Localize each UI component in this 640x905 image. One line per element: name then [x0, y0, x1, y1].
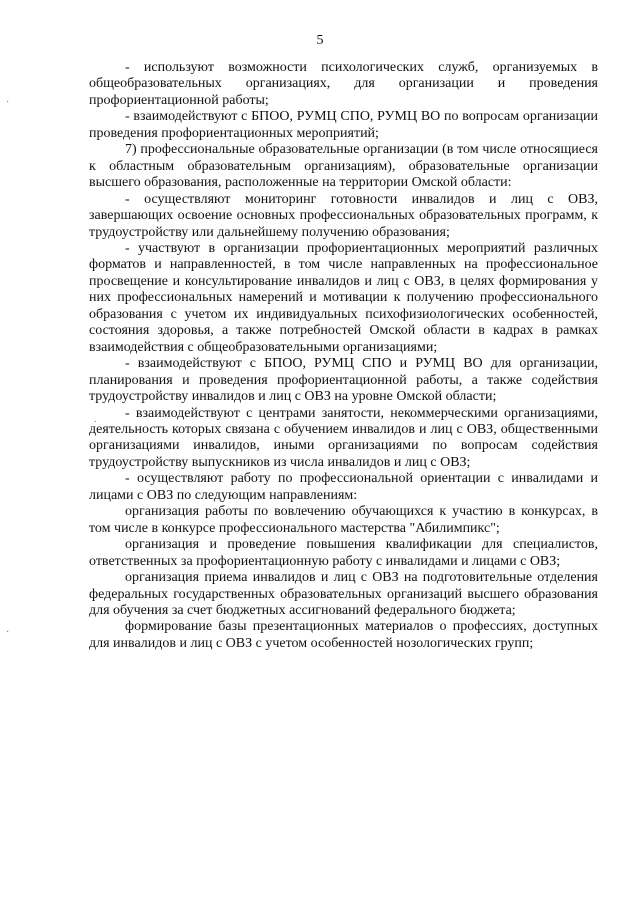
paragraph: - осуществляют работу по профессиональной ориентации с инвалидами и лицами с ОВЗ по следующим направлениям: [89, 471, 598, 503]
paragraph: организация и проведение повышения квалификации для специалистов, ответственных за профориентационную работу с инвалидами и лицами с ОВЗ; [89, 537, 598, 569]
margin-mark: · [6, 627, 10, 638]
margin-mark: . [94, 414, 97, 425]
paragraph: 7) профессиональные образовательные организации (в том числе относящиеся к областным образовательным организациям), образовательные организации высшего образования, расположенные на территории Омской области: [89, 142, 598, 191]
paragraph: - взаимодействуют с БПОО, РУМЦ СПО, РУМЦ ВО по вопросам организации проведения профориентационных мероприятий; [89, 109, 598, 141]
paragraph: организация приема инвалидов и лиц с ОВЗ на подготовительные отделения федеральных государственных образовательных организаций высшего образования для обучения за счет бюджетных ассигнований федерального бюджета; [89, 570, 598, 618]
page-number: 5 [316, 33, 324, 48]
paragraph: - участвуют в организации профориентационных мероприятий различных форматов и направленностей, в том числе направленных на профессиональное просвещение и консультирование инвалидов и лиц с ОВЗ, в целях формирования у них профессиональных намерений и мотивации к получению профессионального образования с учетом их индивидуальных психофизиологических особенностей, состояния здоровья, а также потребностей Омской области в кадрах в рамках взаимодействия с общеобразовательными организациями; [89, 240, 598, 355]
paragraph: - осуществляют мониторинг готовности инвалидов и лиц с ОВЗ, завершающих освоение основных профессиональных образовательных программ, к трудоустройству или дальнейшему получению образования; [89, 191, 598, 240]
margin-mark: · [6, 97, 10, 108]
paragraph: организация работы по вовлечению обучающихся к участию в конкурсах, в том числе в конкурсе профессионального мастерства "Абилимпикс"; [89, 504, 598, 536]
paragraph: - взаимодействуют с БПОО, РУМЦ СПО и РУМЦ ВО для организации, планирования и проведения профориентационной работы, а также содействия трудоустройству инвалидов и лиц с ОВЗ на уровне Омской области; [89, 356, 598, 405]
paragraph: формирование базы презентационных материалов о профессиях, доступных для инвалидов и лиц с ОВЗ с учетом особенностей нозологических групп; [89, 619, 598, 651]
paragraph: - взаимодействуют с центрами занятости, некоммерческими организациями, деятельность которых связана с обучением инвалидов и лиц с ОВЗ, общественными организациями инвалидов, иными организациями по вопросам содействия трудоустройству выпускников из числа инвалидов и лиц с ОВЗ; [89, 405, 598, 470]
document-body [89, 60, 598, 652]
paragraph: - используют возможности психологических служб, организуемых в общеобразовательных организациях, для организации и проведения профориентационной работы; [89, 60, 598, 108]
